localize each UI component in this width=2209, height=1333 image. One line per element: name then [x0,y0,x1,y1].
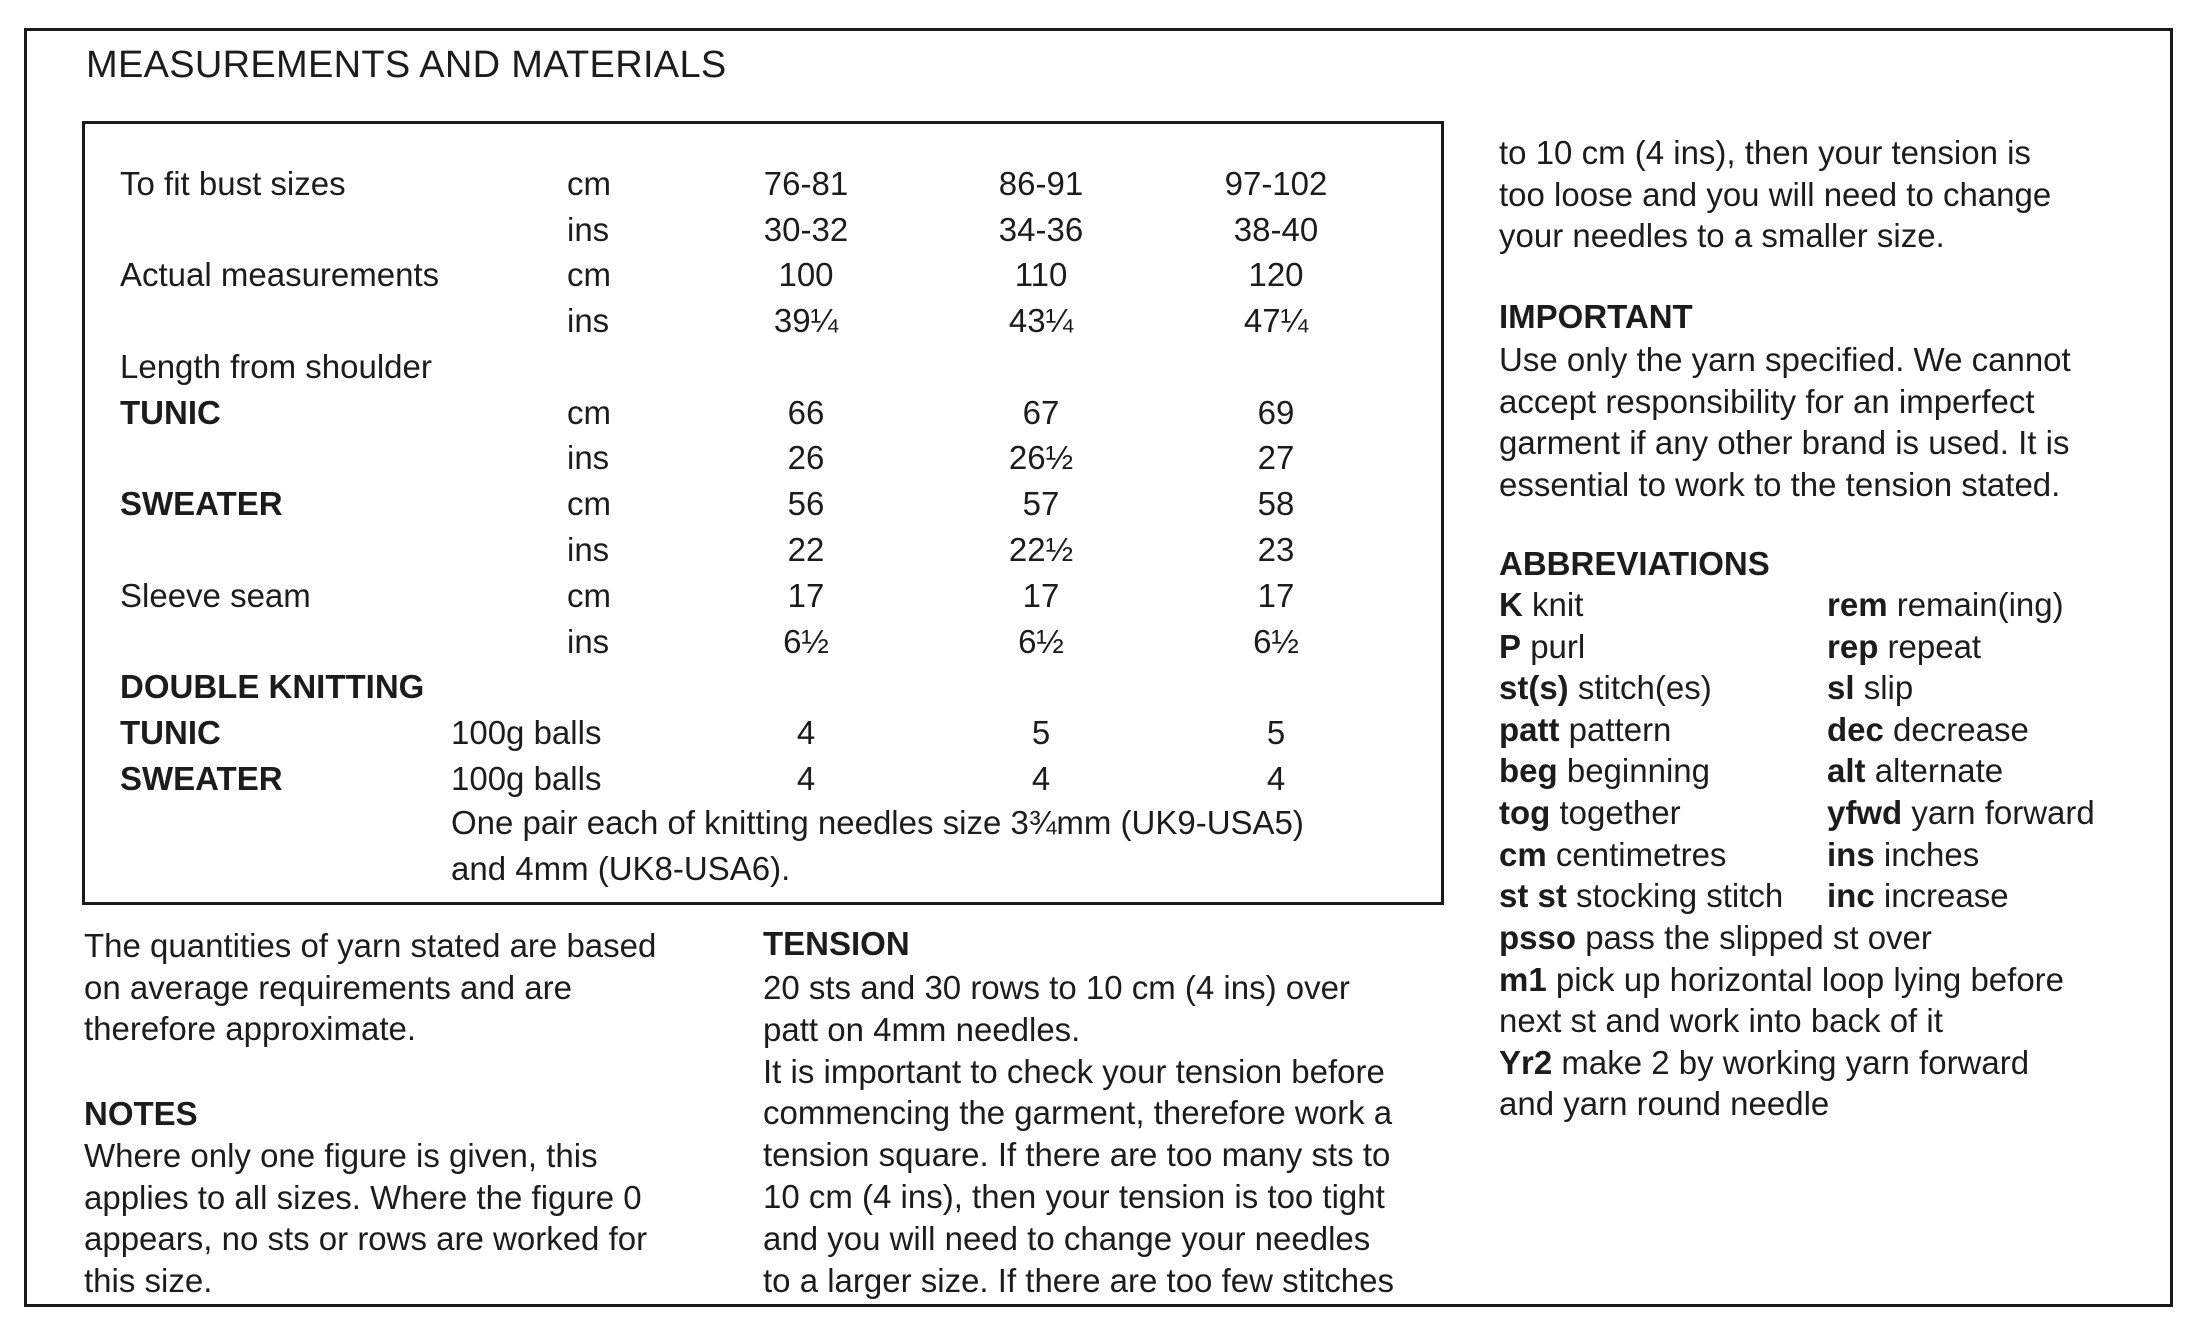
abbreviations-heading: ABBREVIATIONS [1499,545,1770,582]
text-line: too loose and you will need to change [1499,175,2052,213]
abbreviation-meaning: purl [1530,627,1586,665]
abbreviation-term: beg [1499,752,1558,790]
row-unit: cm [567,256,611,293]
table-cell-value: 47¼ [1243,302,1309,339]
text-line: patt on 4mm needles. [763,1010,1081,1048]
table-cell-value: 23 [1257,531,1295,568]
table-cell-value: 26½ [1008,439,1074,476]
abbreviation-entry [1499,585,1583,625]
row-label: TUNIC [120,714,221,751]
row-label: Length from shoulder [120,348,432,385]
row-unit: cm [567,165,611,202]
table-cell-value: 5 [1266,714,1286,751]
page-title: MEASUREMENTS AND MATERIALS [86,44,727,86]
abbreviation-term: st(s) [1499,669,1569,707]
abbreviation-term: yfwd [1827,794,1903,831]
abbreviation-meaning: and yarn round needle [1499,1085,1830,1123]
needles-line: One pair each of knitting needles size 3¾mm (UK9-USA5) [451,804,1304,841]
abbreviation-entry [1499,627,1585,667]
text-line: and you will need to change your needles [763,1219,1371,1257]
abbreviation-meaning: yarn forward [1911,794,2095,831]
row-unit: 100g balls [451,760,602,797]
abbreviation-meaning: pick up horizontal loop lying before [1555,960,2065,998]
text-line: garment if any other brand is used. It is [1499,424,2070,461]
table-cell-value: 6½ [1018,623,1064,660]
table-cell-value: 4 [796,714,816,751]
text-line: Where only one figure is given, this [84,1137,598,1174]
abbreviation-entry [1499,668,1712,708]
abbreviation-entry [1499,918,1932,958]
abbreviation-meaning: decrease [1893,710,2029,748]
table-cell-value: 56 [787,485,825,522]
abbreviation-meaning: pattern [1568,710,1672,748]
abbreviation-entry [1827,835,1979,875]
table-cell-value: 17 [787,577,825,614]
text-line: The quantities of yarn stated are based [84,927,657,964]
table-cell-value: 4 [1031,760,1051,797]
abbreviation-term: inc [1827,877,1875,915]
abbreviation-term: patt [1499,710,1560,748]
row-label: To fit bust sizes [120,165,346,202]
text-line: commencing the garment, therefore work a [763,1094,1393,1132]
text-line: 10 cm (4 ins), then your tension is too tight [763,1178,1385,1215]
abbreviation-term: ins [1827,835,1875,873]
table-cell-value: 17 [1022,577,1060,614]
table-cell-value: 43¼ [1008,302,1074,339]
table-cell-value: 67 [1022,394,1060,431]
text-line: tension square. If there are too many sts to [763,1136,1391,1174]
abbreviation-term: rep [1827,627,1879,665]
abbreviation-meaning: repeat [1887,627,1982,665]
text-line: Use only the yarn specified. We cannot [1499,341,2071,378]
table-cell-value: 86-91 [998,165,1084,202]
abbreviation-term: tog [1499,794,1551,831]
needles-line: and 4mm (UK8-USA6). [451,850,791,887]
row-unit: ins [567,439,610,476]
abbreviation-meaning: remain(ing) [1896,586,2064,623]
row-label: Sleeve seam [120,577,311,614]
table-cell-value: 22½ [1008,531,1074,568]
row-label: SWEATER [120,485,283,522]
abbreviation-term: cm [1499,835,1547,873]
abbreviation-meaning: knit [1532,586,1584,623]
abbreviation-entry [1499,710,1671,750]
abbreviation-entry [1499,1084,1829,1124]
table-cell-value: 100 [778,256,834,293]
table-cell-value: 97-102 [1224,165,1328,202]
row-unit: ins [567,531,610,568]
abbreviation-entry [1499,1043,2029,1083]
text-line: essential to work to the tension stated. [1499,465,2061,503]
abbreviation-meaning: make 2 by working yarn forward [1561,1043,2030,1081]
abbreviation-entry [1499,1001,1943,1041]
abbreviation-entry [1827,876,2009,916]
text-line: accept responsibility for an imperfect [1499,382,2035,420]
abbreviation-entry [1499,835,1726,875]
abbreviation-term: dec [1827,710,1884,748]
row-unit: cm [567,394,611,431]
abbreviation-term: P [1499,627,1522,665]
table-cell-value: 6½ [1253,623,1299,660]
row-unit: cm [567,485,611,522]
abbreviation-meaning: beginning [1566,752,1710,790]
abbreviation-entry [1499,876,1783,916]
abbreviation-meaning: together [1559,794,1681,831]
abbreviation-term: rem [1827,586,1888,623]
row-label: Actual measurements [120,256,440,293]
abbreviation-meaning: stitch(es) [1577,669,1712,707]
table-cell-value: 76-81 [763,165,849,202]
abbreviation-term: psso [1499,919,1577,956]
abbreviation-entry [1827,668,1913,708]
table-cell-value: 110 [1014,256,1068,293]
table-cell-value: 30-32 [763,211,849,248]
abbreviation-entry [1499,793,1681,833]
row-label: TUNIC [120,394,221,431]
text-line: to a larger size. If there are too few stitches [763,1261,1394,1299]
text-line: It is important to check your tension before [763,1052,1385,1090]
abbreviation-meaning: pass the slipped st over [1585,919,1932,956]
abbreviation-meaning: increase [1883,877,2009,915]
table-cell-value: 39¼ [773,302,839,339]
abbreviation-term: alt [1827,752,1866,790]
abbreviation-meaning: stocking stitch [1576,877,1784,915]
abbreviation-term: st st [1499,877,1567,915]
table-cell-value: 4 [1266,760,1286,797]
row-unit: ins [567,302,610,339]
text-line: to 10 cm (4 ins), then your tension is [1499,134,2031,171]
row-label: SWEATER [120,760,283,797]
text-line: this size. [84,1261,213,1299]
abbreviation-term: sl [1827,669,1855,707]
table-cell-value: 17 [1257,577,1295,614]
abbreviation-meaning: slip [1863,669,1914,707]
notes-heading: NOTES [84,1095,198,1132]
abbreviation-term: K [1499,586,1523,623]
table-cell-value: 26 [787,439,825,476]
text-line: appears, no sts or rows are worked for [84,1220,648,1257]
row-label: DOUBLE KNITTING [120,668,425,705]
abbreviation-meaning: next st and work into back of it [1499,1002,1943,1040]
text-line: therefore approximate. [84,1010,417,1047]
row-unit: cm [567,577,611,614]
abbreviation-term: Yr2 [1499,1043,1553,1081]
abbreviation-meaning: inches [1883,835,1980,873]
abbreviation-entry [1499,751,1710,791]
important-heading: IMPORTANT [1499,298,1693,335]
table-cell-value: 5 [1031,714,1051,751]
text-line: your needles to a smaller size. [1499,217,1945,254]
abbreviation-entry [1827,627,1981,667]
row-unit: 100g balls [451,714,602,751]
row-unit: ins [567,623,610,660]
tension-heading: TENSION [763,925,910,962]
abbreviation-term: m1 [1499,960,1547,998]
abbreviation-entry [1827,710,2029,750]
text-line: on average requirements and are [84,968,572,1006]
abbreviation-entry [1499,960,2064,1000]
abbreviation-entry [1827,793,2095,833]
table-cell-value: 58 [1257,485,1295,522]
table-cell-value: 38-40 [1233,211,1319,248]
table-cell-value: 4 [796,760,816,797]
table-cell-value: 34-36 [998,211,1084,248]
abbreviation-entry [1827,585,2064,625]
abbreviation-meaning: alternate [1874,752,2004,790]
table-cell-value: 120 [1248,256,1304,293]
table-cell-value: 57 [1022,485,1060,522]
abbreviation-entry [1827,751,2003,791]
table-cell-value: 27 [1257,439,1295,476]
text-line: applies to all sizes. Where the figure 0 [84,1178,642,1216]
table-cell-value: 22 [787,531,825,568]
abbreviation-meaning: centimetres [1555,835,1727,873]
row-unit: ins [567,211,610,248]
table-cell-value: 69 [1257,394,1295,431]
table-cell-value: 66 [787,394,825,431]
text-line: 20 sts and 30 rows to 10 cm (4 ins) over [763,969,1350,1006]
table-cell-value: 6½ [783,623,829,660]
